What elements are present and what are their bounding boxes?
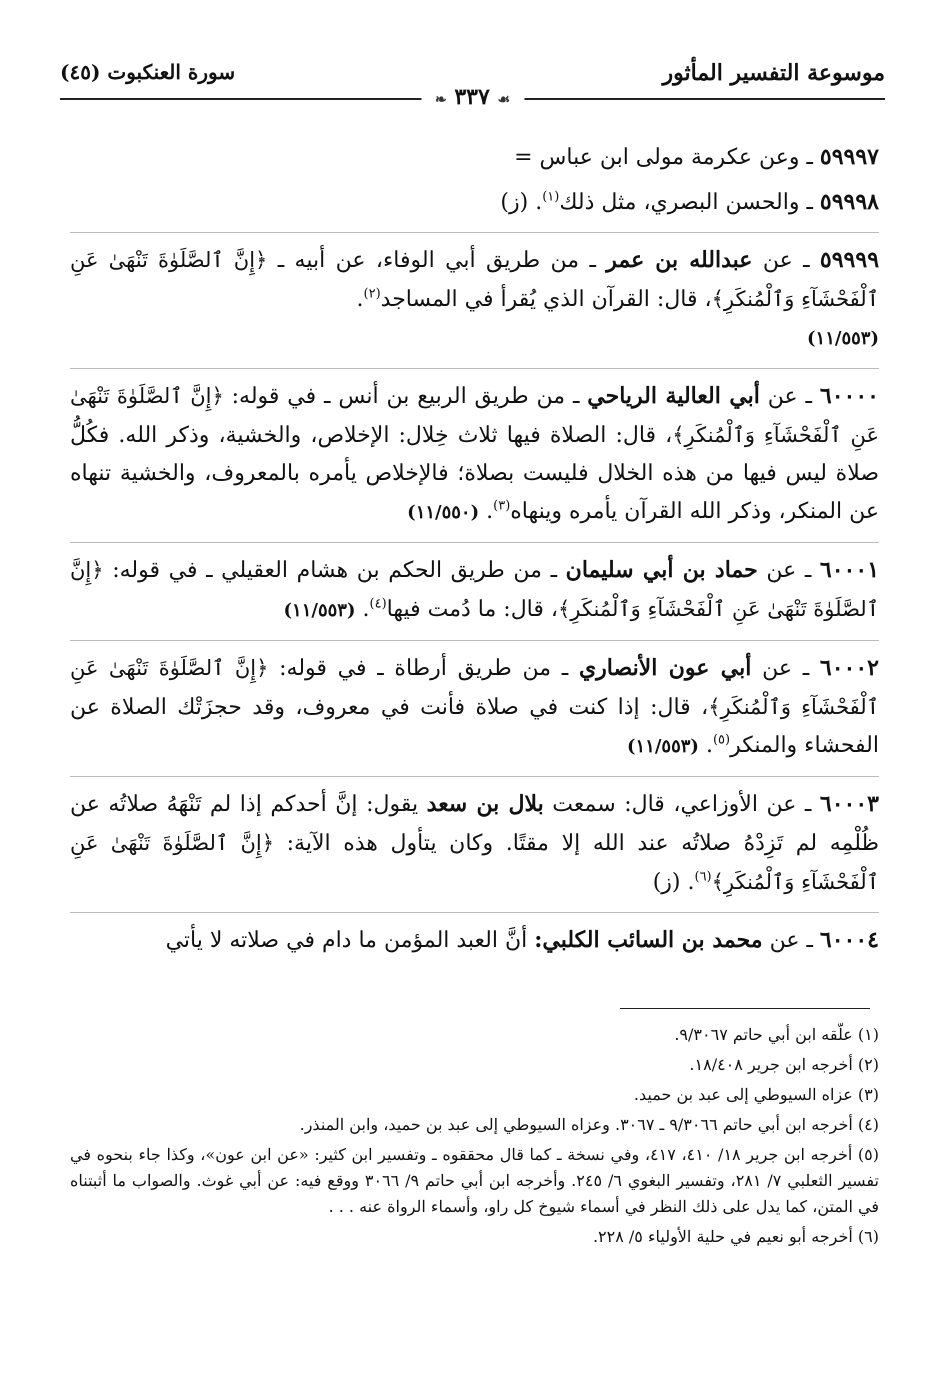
entry-text-2: ، قال: ما دُمت فيها: [386, 597, 558, 622]
book-title: موسوعة التفسير المأثور: [662, 60, 885, 86]
footnotes-rule: [620, 1008, 870, 1009]
entry-prefix: ـ عن: [762, 656, 810, 681]
entry-text: ـ من طريق الربيع بن أنس ـ في قوله:: [231, 384, 580, 409]
entry: [70, 785, 879, 908]
entry: [70, 138, 879, 183]
footnote: (٢) أخرجه ابن جرير ١٨/٤٠٨.: [689, 1055, 879, 1074]
entry-text-2: ، قال: إذا كنت في صلاة فأنت في معروف، وقد حجزَتْك الصلاة عن الفحشاء والمنكر: [70, 695, 879, 758]
narrator-name: محمد بن السائب الكلبي:: [534, 927, 763, 953]
footnote: (٤) أخرجه ابن أبي حاتم ٩/٣٠٦٦ ـ ٣٠٦٧. وعزاه السيوطي إلى عبد بن حميد، وابن المنذر.: [299, 1115, 879, 1134]
entry-text: ـ من طريق الحكم بن هشام العقيلي ـ في قوله:: [112, 558, 558, 583]
entry-number: ٦٠٠٠٢: [819, 655, 879, 681]
entry-text: ـ وعن عكرمة مولى ابن عباس =: [514, 145, 813, 170]
footnote-marker: (٥): [712, 732, 731, 748]
narrator-name: أبي عون الأنصاري: [578, 655, 752, 681]
quran-verse: ﴿إِنَّ ٱلصَّلَوٰةَ تَنْهَىٰ عَنِ ٱلْفَحْشَآءِ وَٱلْمُنكَرِ﴾: [70, 558, 879, 621]
volume-reference: (١١/٥٥٣): [626, 736, 699, 757]
entry-prefix: ـ عن الأوزاعي، قال: سمعت: [552, 792, 812, 817]
main-text: [70, 138, 879, 966]
entry-tail: . (ز): [500, 190, 543, 215]
entry-tail: .: [705, 733, 713, 758]
entry-divider: [70, 912, 879, 913]
footnote-marker: (١): [542, 189, 560, 205]
entry-number: ٦٠٠٠٠: [819, 383, 879, 409]
entry: [70, 183, 879, 228]
entry-divider: [70, 776, 879, 777]
entry: [70, 377, 879, 538]
entry: [70, 649, 879, 772]
narrator-name: عبدالله بن عمر: [606, 247, 753, 273]
entry-text-2: ، قال: الصلاة فيها ثلاث خِلال: الإخلاص، والخشية، وذكر الله. فكُلُّ صلاة ليس فيها من هذه الخلال فليست بصلاة؛ فالإخلاص يأمره بالمعروف، والخشية تنهاه عن المنكر، وذكر الله القرآن يأمره وينهاه: [70, 423, 879, 524]
entry-text: أنَّ العبد المؤمن ما دام في صلاته لا يأتي: [165, 928, 528, 953]
entry-number: ٦٠٠٠٤: [819, 927, 879, 953]
ornament-right-icon: ☙: [497, 92, 511, 108]
volume-reference: (١١/٥٥٣): [807, 328, 879, 349]
quran-verse: ﴿إِنَّ ٱلصَّلَوٰةَ تَنْهَىٰ عَنِ ٱلْفَحْشَآءِ وَٱلْمُنكَرِ﴾: [70, 831, 879, 894]
page-number: ٣٣٧: [454, 84, 490, 110]
entry-prefix: ـ عن: [766, 558, 812, 583]
footnote: (٥) أخرجه ابن جرير ١٨/ ٤١٠، ٤١٧، وفي نسخة ـ كما قال محققوه ـ وتفسير ابن كثير: «عن ابن عون»، وكذا جاء بنحوه في تفسير الثعلبي ٧/ ٢٨١، وتفسير البغوي ٦/ ٢٤٥. وأخرجه ابن أبي حاتم ٩/ ٣٠٦٦ ووقع فيه: عن أبي غوث. والصواب ما أثبتناه في المتن، كما يدل على ذلك النظر في أسماء شيوخ كل راو، وأسماء الرواة عنه . . .: [70, 1145, 880, 1216]
narrator-name: حماد بن أبي سليمان: [565, 557, 758, 583]
entry-text: ـ من طريق أرطاة ـ في قوله:: [279, 656, 569, 681]
footnotes: [70, 1022, 879, 1254]
entry-tail: .: [362, 597, 370, 622]
ornament-left-icon: ❧: [434, 92, 447, 108]
entry: [70, 921, 879, 966]
entry-text: ـ والحسن البصري، مثل ذلك: [559, 190, 813, 215]
footnote-marker: (٢): [363, 286, 381, 302]
entry-number: ٥٩٩٩٩: [819, 247, 880, 273]
entry-tail: .: [356, 287, 364, 312]
surah-label: سورة العنكبوت (٤٥): [60, 60, 236, 84]
entry-number: ٥٩٩٩٨: [819, 189, 879, 215]
footnote-marker: (٤): [369, 596, 387, 612]
entry-number: ٦٠٠٠١: [819, 557, 880, 583]
entry-prefix: ـ عن: [762, 248, 810, 273]
footnote: (٦) أخرجه أبو نعيم في حلية الأولياء ٥/ ٢٢٨.: [592, 1227, 879, 1246]
footnote-marker: (٣): [493, 498, 511, 514]
entry-text-2: ، قال: القرآن الذي يُقرأ في المساجد: [380, 287, 712, 312]
entry-number: ٦٠٠٠٣: [819, 791, 879, 817]
entry-prefix: ـ عن: [767, 384, 812, 409]
entry-number: ٥٩٩٩٧: [819, 144, 879, 170]
footnote: (١) علّقه ابن أبي حاتم ٩/٣٠٦٧.: [674, 1025, 879, 1044]
entry: [70, 241, 879, 364]
entry-prefix: ـ عن: [769, 928, 813, 953]
entry-text: ـ من طريق أبي الوفاء، عن أبيه ـ: [277, 248, 596, 273]
entry-divider: [70, 368, 879, 369]
entry-tail: .: [486, 499, 494, 524]
narrator-name: بلال بن سعد: [426, 791, 544, 817]
quran-verse: ﴿إِنَّ ٱلصَّلَوٰةَ تَنْهَىٰ عَنِ ٱلْفَحْشَآءِ وَٱلْمُنكَرِ﴾: [70, 248, 879, 311]
page-number-block: [421, 84, 524, 110]
volume-reference: (١١/٥٥٠): [407, 502, 480, 523]
entry-tail: . (ز): [652, 870, 695, 895]
volume-reference: (١١/٥٥٣): [283, 600, 356, 621]
entry: [70, 551, 879, 636]
page-header: [60, 60, 885, 110]
footnote-marker: (٦): [694, 869, 712, 885]
quran-verse: ﴿إِنَّ ٱلصَّلَوٰةَ تَنْهَىٰ عَنِ ٱلْفَحْشَآءِ وَٱلْمُنكَرِ﴾: [70, 384, 879, 447]
quran-verse: ﴿إِنَّ ٱلصَّلَوٰةَ تَنْهَىٰ عَنِ ٱلْفَحْشَآءِ وَٱلْمُنكَرِ﴾: [70, 656, 879, 719]
entry-divider: [70, 640, 879, 641]
entry-divider: [70, 542, 879, 543]
entry-divider: [70, 232, 879, 233]
footnote: (٣) عزاه السيوطي إلى عبد بن حميد.: [633, 1085, 879, 1104]
entry-text: يقول: إنَّ أحدكم إذا لم تَنْهَهُ صلاتُه عن ظُلْمِه لم تَزِدْهُ صلاتُه عند الله إلا مقتًا. وكان يتأول هذه الآية:: [70, 792, 880, 856]
narrator-name: أبي العالية الرياحي: [587, 383, 760, 409]
